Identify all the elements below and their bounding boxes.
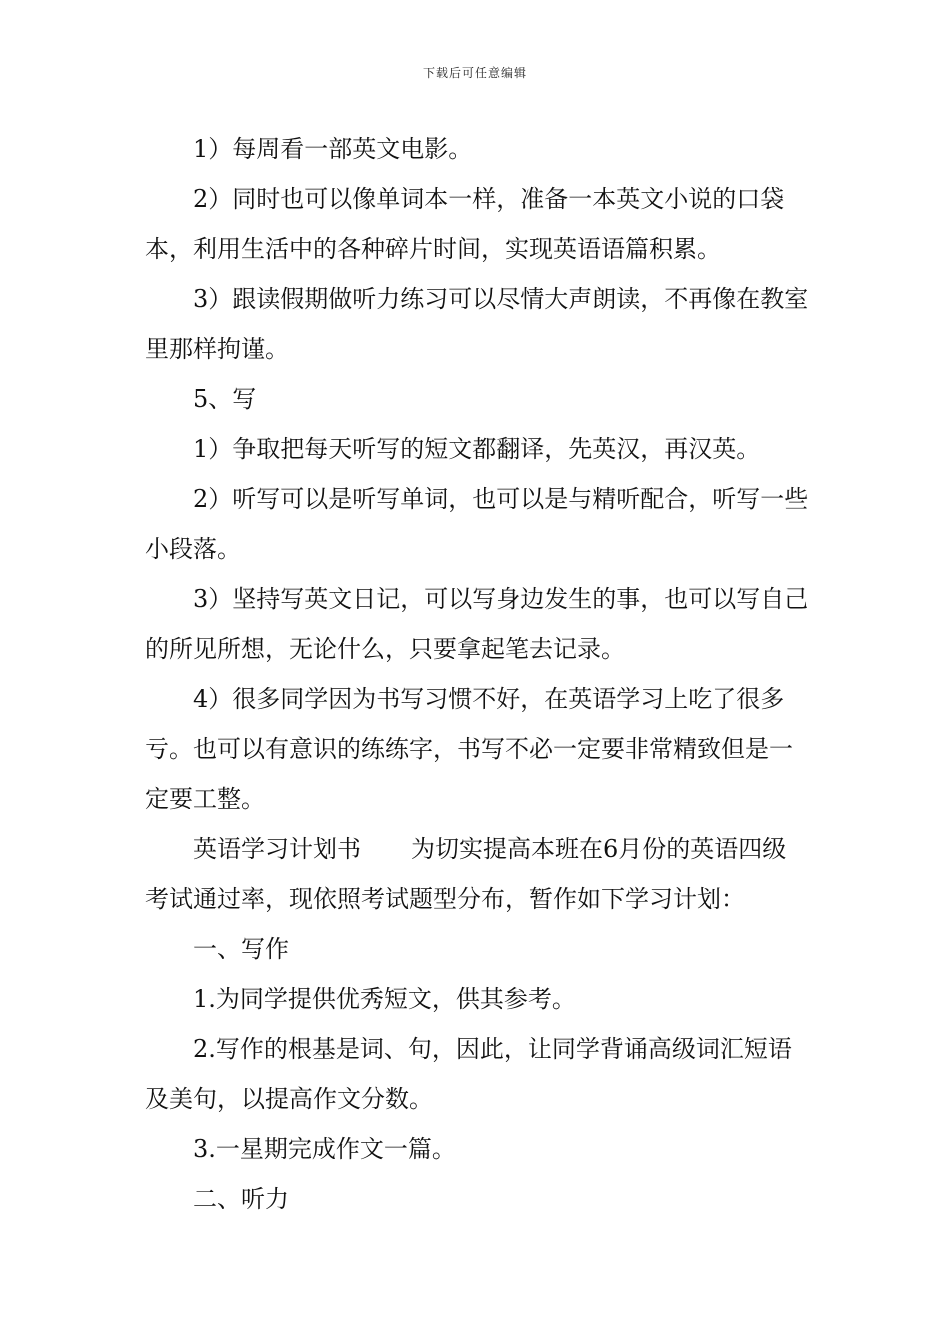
paragraph: 3.一星期完成作文一篇。 [193,1135,456,1163]
paragraph: 1.为同学提供优秀短文，供其参考。 [193,985,576,1013]
intro-text: 为切实提高本班在6月份的英语四级考试通过率，现依照考试题型分布，暂作如下学习计划： [145,835,787,913]
plan-intro-paragraph [145,824,810,924]
paragraph: 1）争取把每天听写的短文都翻译，先英汉，再汉英。 [193,435,761,463]
paragraph: 3）跟读假期做听力练习可以尽情大声朗读，不再像在教室里那样拘谨。 [145,285,809,363]
paragraph: 2.写作的根基是词、句，因此，让同学背诵高级词汇短语及美句，以提高作文分数。 [145,1035,792,1113]
document-title: 英语学习计划书 [193,835,361,863]
section-heading: 一、写作 [193,935,289,963]
section-heading: 二、听力 [193,1185,289,1213]
section-heading: 5、写 [193,385,257,413]
paragraph: 2）同时也可以像单词本一样，准备一本英文小说的口袋本，利用生活中的各种碎片时间，实现英语语篇积累。 [145,185,785,263]
paragraph: 2）听写可以是听写单词，也可以是与精听配合，听写一些小段落。 [145,485,809,563]
document-body [145,124,810,1224]
paragraph: 1）每周看一部英文电影。 [193,135,473,163]
page-header: 下载后可任意编辑 [422,66,527,80]
paragraph: 3）坚持写英文日记，可以写身边发生的事，也可以写自己的所见所想，无论什么，只要拿起笔去记录。 [145,585,809,663]
paragraph: 4）很多同学因为书写习惯不好，在英语学习上吃了很多亏。也可以有意识的练练字，书写不必一定要非常精致但是一定要工整。 [145,685,793,813]
